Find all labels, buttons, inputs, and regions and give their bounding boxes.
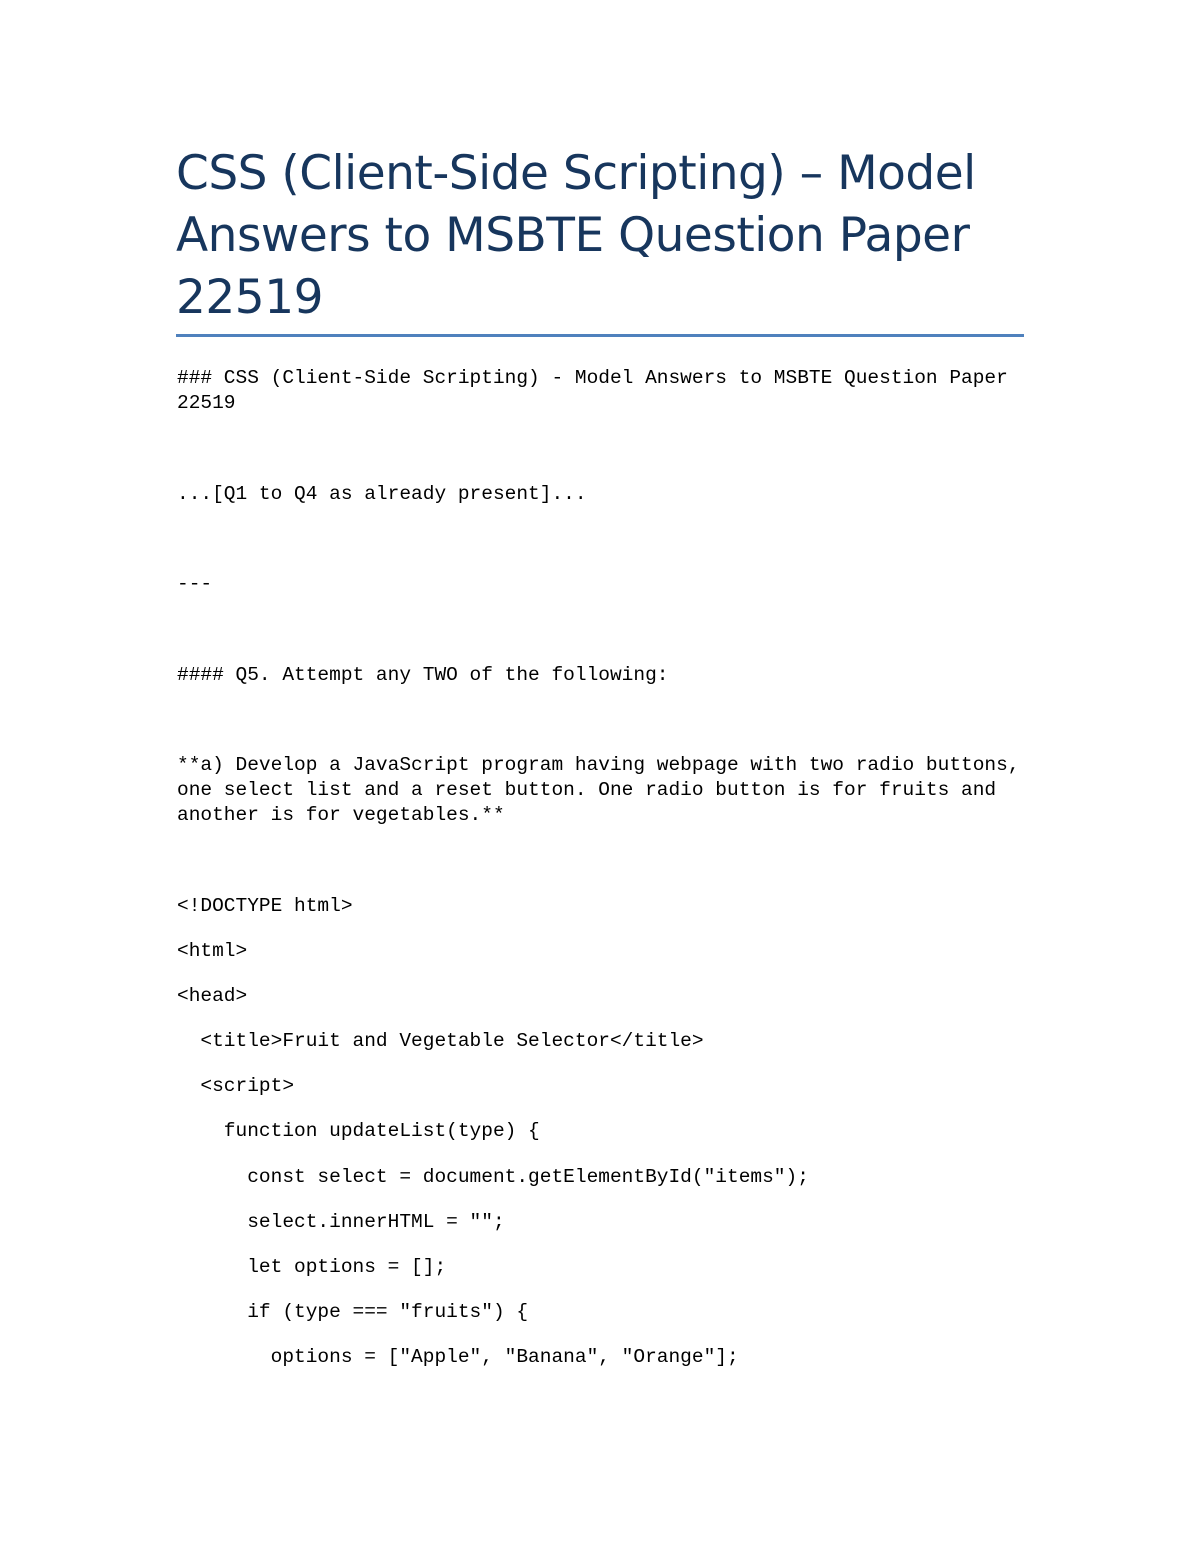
code-line: <!DOCTYPE html> bbox=[177, 895, 353, 917]
heading3-line-1: ### CSS (Client-Side Scripting) - Model Answers to MSBTE Question Paper bbox=[177, 367, 1008, 389]
code-line: function updateList(type) { bbox=[177, 1120, 540, 1142]
question-line-3: another is for vegetables.** bbox=[177, 804, 505, 826]
code-line: select.innerHTML = ""; bbox=[177, 1211, 505, 1233]
code-line: options = ["Apple", "Banana", "Orange"]; bbox=[177, 1346, 739, 1368]
placeholder-text: ...[Q1 to Q4 as already present]... bbox=[177, 483, 587, 505]
question-line-1: **a) Develop a JavaScript program having webpage with two radio buttons, bbox=[177, 754, 1020, 776]
title-underline-divider bbox=[176, 334, 1024, 337]
code-line: <script> bbox=[177, 1075, 295, 1097]
code-line: const select = document.getElementById("items"); bbox=[177, 1166, 809, 1188]
title-line-1: CSS (Client-Side Scripting) – Model bbox=[176, 146, 976, 201]
code-line: let options = []; bbox=[177, 1256, 447, 1278]
heading3-line-2: 22519 bbox=[177, 392, 236, 414]
code-line: <title>Fruit and Vegetable Selector</title> bbox=[177, 1030, 704, 1052]
code-line: <head> bbox=[177, 985, 248, 1007]
question-line-2: one select list and a reset button. One radio button is for fruits and bbox=[177, 779, 997, 801]
code-line: <html> bbox=[177, 940, 248, 962]
separator-text: --- bbox=[177, 573, 213, 595]
title-line-3: 22519 bbox=[176, 270, 324, 325]
section-heading-q5: #### Q5. Attempt any TWO of the following: bbox=[177, 664, 669, 686]
code-line: if (type === "fruits") { bbox=[177, 1301, 529, 1323]
document-title bbox=[176, 143, 1024, 329]
title-line-2: Answers to MSBTE Question Paper bbox=[176, 208, 970, 263]
